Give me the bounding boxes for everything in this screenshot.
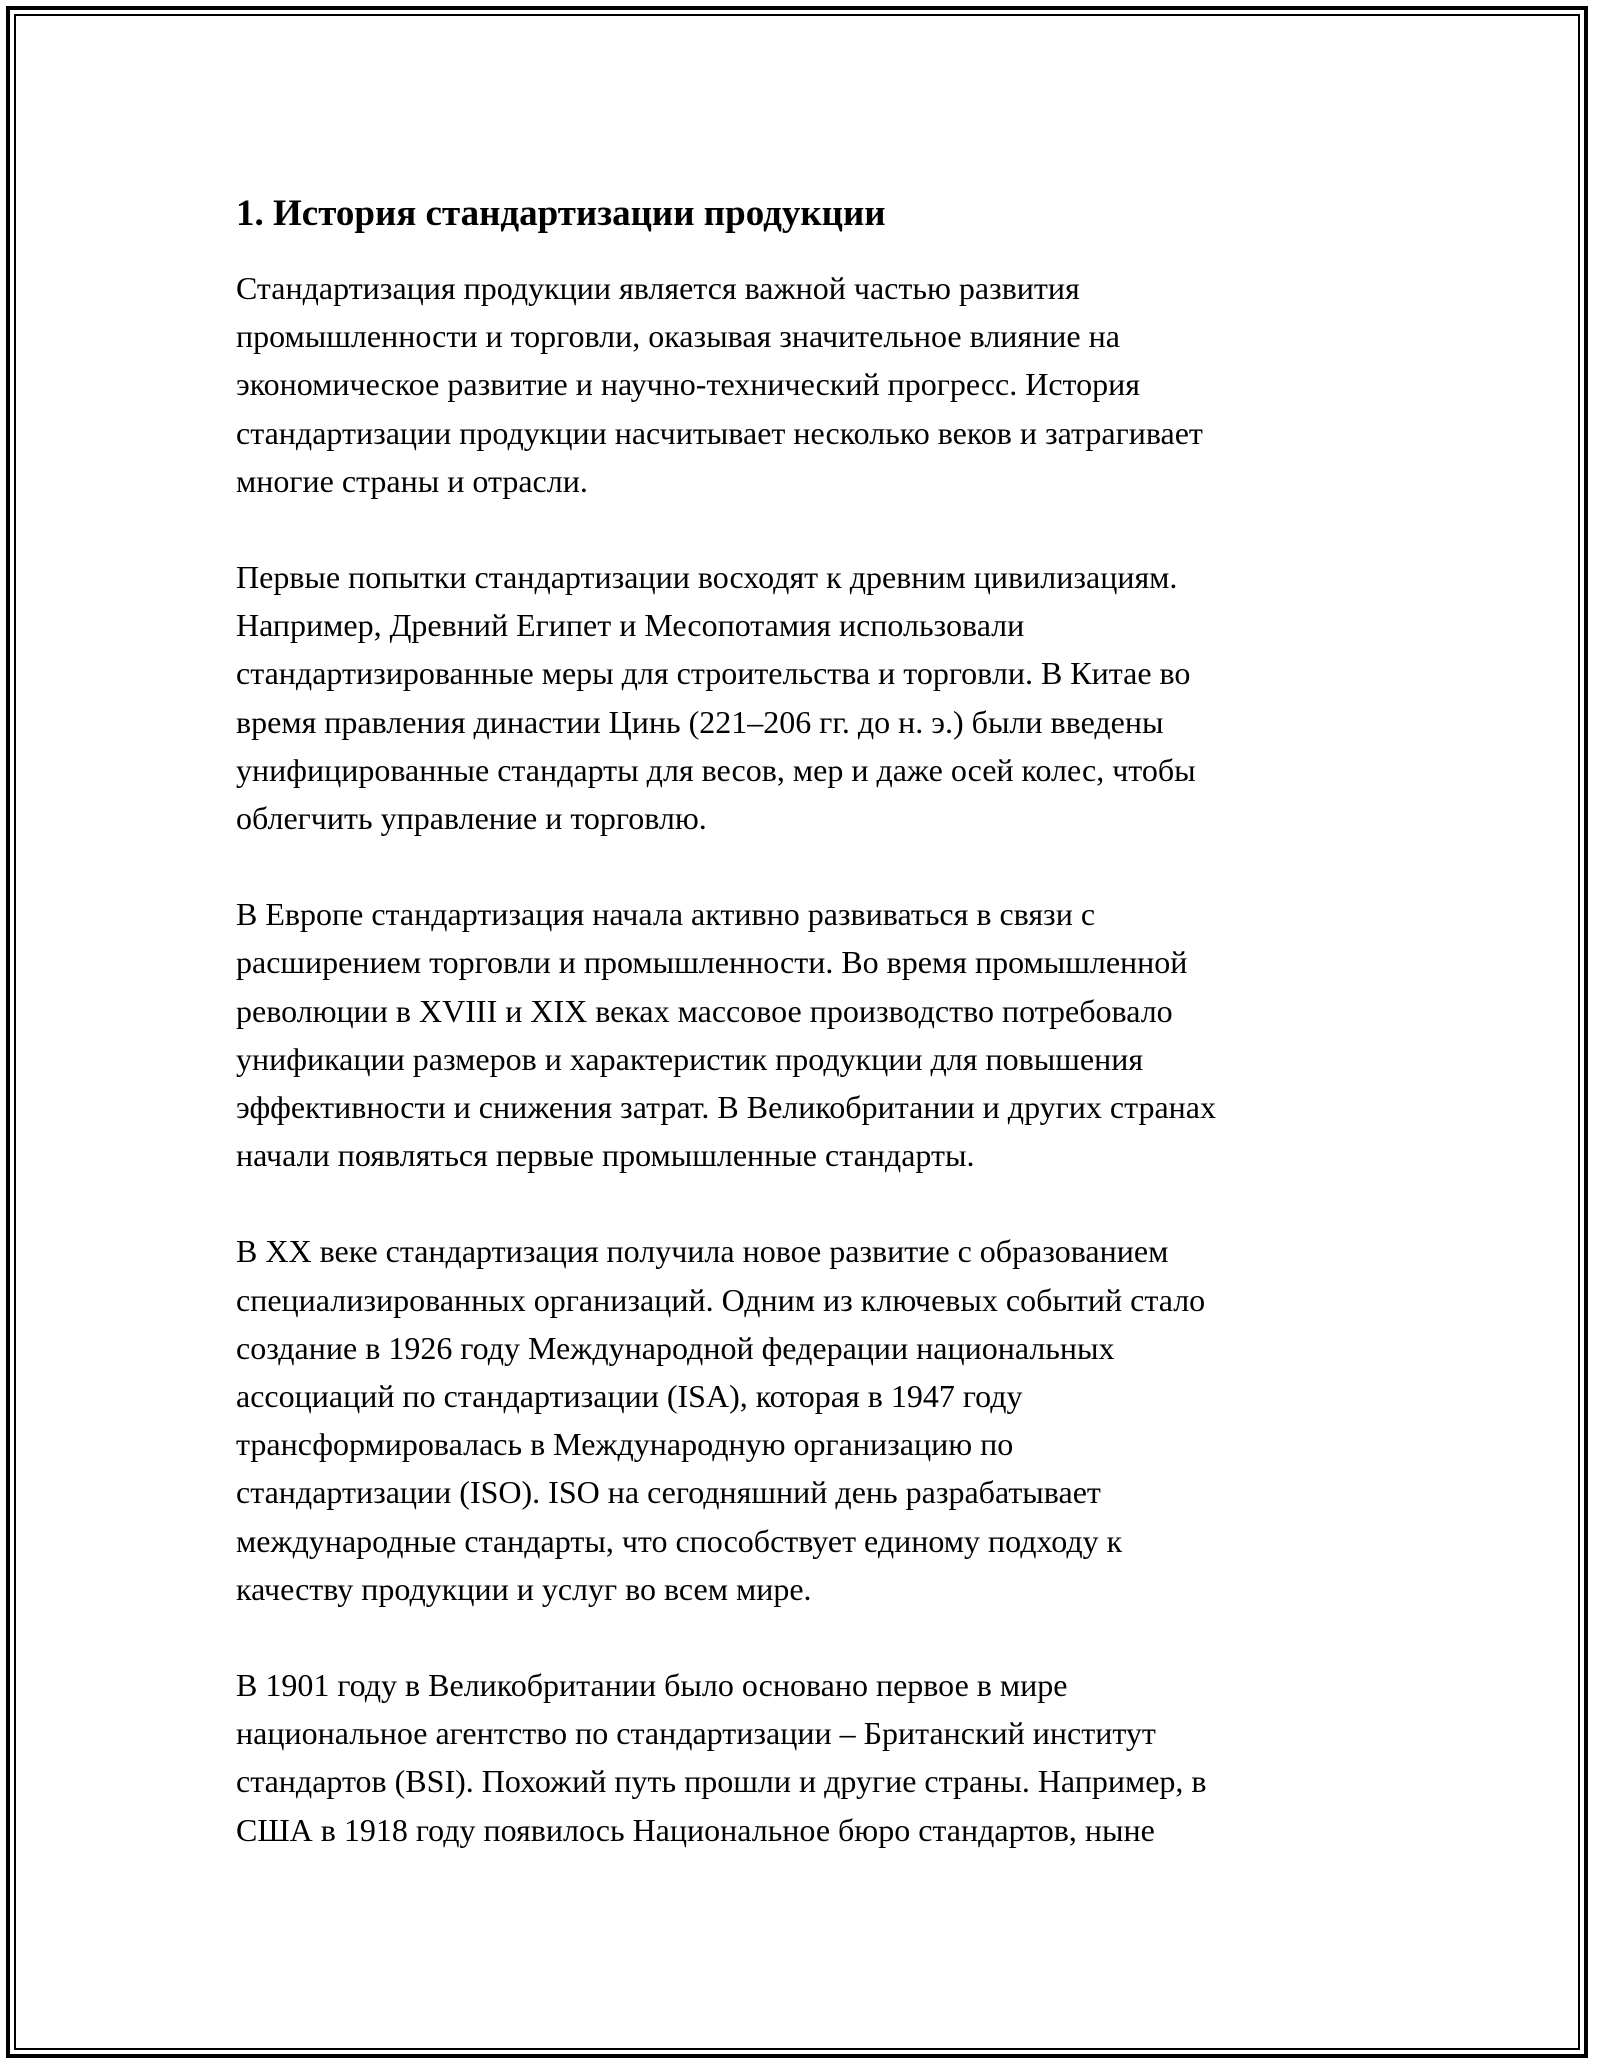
paragraph-1 [236, 264, 1386, 505]
text-line: Например, Древний Египет и Месопотамия использовали [236, 607, 1025, 644]
text-line: облегчить управление и торговлю. [236, 800, 707, 837]
text-line: революции в XVIII и XIX веках массовое производство потребовало [236, 992, 1173, 1029]
paragraph-4 [236, 1227, 1386, 1613]
text-line: ассоциаций по стандартизации (ISA), которая в 1947 году [236, 1378, 1023, 1415]
text-line: промышленности и торговли, оказывая значительное влияние на [236, 318, 1120, 355]
text-line: унифицированные стандарты для весов, мер и даже осей колес, чтобы [236, 751, 1196, 788]
text-line: создание в 1926 году Международной федерации национальных [236, 1329, 1115, 1366]
text-line: многие страны и отрасли. [236, 462, 588, 499]
text-line: стандартизации продукции насчитывает несколько веков и затрагивает [236, 414, 1203, 451]
text-line: Первые попытки стандартизации восходят к древним цивилизациям. [236, 559, 1178, 596]
text-line: В XX веке стандартизация получила новое развитие с образованием [236, 1233, 1169, 1270]
text-line: международные стандарты, что способствует единому подходу к [236, 1522, 1123, 1559]
text-line: США в 1918 году появилось Национальное бюро стандартов, ныне [236, 1811, 1155, 1848]
text-line: время правления династии Цинь (221–206 гг. до н. э.) были введены [236, 703, 1164, 740]
text-line: Стандартизация продукции является важной частью развития [236, 270, 1080, 306]
document-body [236, 182, 1386, 1902]
text-line: В Европе стандартизация начала активно развиваться в связи с [236, 896, 1096, 933]
text-line: стандартизированные меры для строительства и торговли. В Китае во [236, 655, 1191, 692]
section-heading: 1. История стандартизации продукции [236, 193, 886, 234]
text-line: эффективности и снижения затрат. В Великобритании и других странах [236, 1089, 1216, 1126]
paragraph-2 [236, 553, 1386, 842]
text-line: качеству продукции и услуг во всем мире. [236, 1570, 812, 1607]
text-line: начали появляться первые промышленные стандарты. [236, 1137, 975, 1174]
text-line: специализированных организаций. Одним из ключевых событий стало [236, 1281, 1206, 1318]
text-line: национальное агентство по стандартизации – Британский институт [236, 1715, 1156, 1752]
text-line: В 1901 году в Великобритании было основано первое в мире [236, 1667, 1068, 1704]
paragraph-3 [236, 890, 1386, 1179]
text-line: унификации размеров и характеристик продукции для повышения [236, 1040, 1144, 1077]
text-line: экономическое развитие и научно-технический прогресс. История [236, 366, 1140, 403]
paragraph-5 [236, 1661, 1386, 1854]
text-line: стандартов (BSI). Похожий путь прошли и другие страны. Например, в [236, 1763, 1207, 1800]
text-line: расширением торговли и промышленности. Во время промышленной [236, 944, 1188, 981]
text-line: трансформировалась в Международную организацию по [236, 1426, 1014, 1463]
text-line: стандартизации (ISO). ISO на сегодняшний день разрабатывает [236, 1474, 1101, 1511]
